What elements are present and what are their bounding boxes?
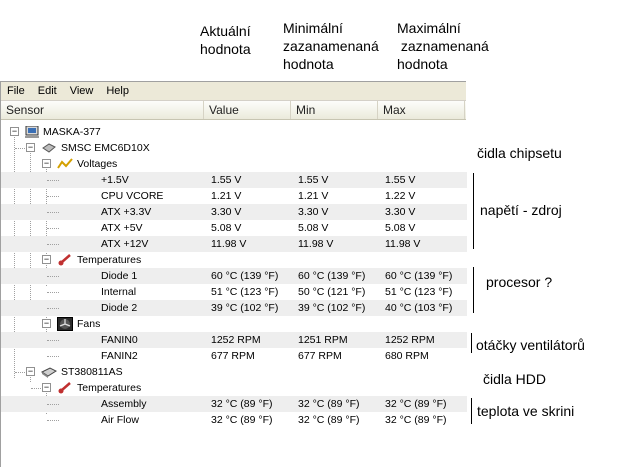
tree-node-fans[interactable] [1,316,467,332]
sensor-min: 50 °C (121 °F) [298,286,366,298]
sensor-min: 1251 RPM [298,334,348,346]
sensor-name: FANIN0 [101,334,138,346]
sensor-name: Assembly [101,398,147,410]
tree-label-chip: SMSC EMC6D10X [61,142,150,154]
sensor-max: 11.98 V [385,238,421,250]
table-row[interactable] [1,172,467,188]
tree-guide [47,196,59,197]
sensor-max: 3.30 V [385,206,416,218]
sensor-name: ATX +12V [101,238,149,250]
bracket-cpu [470,267,474,313]
tree-guide [47,340,59,341]
sensor-name: CPU VCORE [101,190,164,202]
sensor-name: FANIN2 [101,350,138,362]
tree-node-root[interactable] [1,124,467,140]
sensor-name: ATX +5V [101,222,143,234]
table-row[interactable] [1,396,467,412]
sensor-max: 1.22 V [385,190,416,202]
sensor-name: Diode 2 [101,302,138,314]
collapse-icon[interactable]: − [43,382,50,392]
sensor-min: 1.55 V [298,174,329,186]
table-row[interactable] [1,348,467,364]
sensor-min: 32 °C (89 °F) [298,398,360,410]
tree-label-fans: Fans [77,318,101,330]
sensor-value: 39 °C (102 °F) [211,302,279,314]
sensor-name: ATX +3.3V [101,206,152,218]
thermometer-icon [57,382,73,394]
sensor-value: 1252 RPM [211,334,261,346]
column-header-max[interactable]: Max [378,101,465,119]
tree-label-temperatures: Temperatures [77,254,142,266]
tree-guide [47,420,59,421]
sensor-min: 1.21 V [298,190,329,202]
table-row[interactable] [1,284,467,300]
tree-label-hdd: ST380811AS [61,366,123,378]
annotation-case-temp: teplota ve skrini [477,403,575,419]
collapse-icon[interactable]: − [27,366,34,376]
table-row[interactable] [1,332,467,348]
menu-bar [1,82,466,101]
sensor-name: Air Flow [101,414,139,426]
table-row[interactable] [1,412,467,428]
table-row[interactable] [1,268,467,284]
sensor-value: 60 °C (139 °F) [211,270,279,282]
sensor-value: 32 °C (89 °F) [211,398,273,410]
sensor-max: 32 °C (89 °F) [385,414,447,426]
annotation-hdd: čidla HDD [483,371,547,387]
chip-icon [41,142,57,154]
tree-guide [47,244,59,245]
tree-guide [47,212,59,213]
sensor-value: 3.30 V [211,206,242,218]
sensor-max: 40 °C (103 °F) [385,302,453,314]
table-row[interactable] [1,188,467,204]
tree-guide [47,276,59,277]
sensor-value: 1.21 V [211,190,242,202]
sensor-value: 1.55 V [211,174,242,186]
sensor-min: 32 °C (89 °F) [298,414,360,426]
menu-file[interactable]: File [7,85,25,97]
annotation-voltage: napětí - zdroj [480,202,562,218]
tree-label-voltages: Voltages [77,158,118,170]
sensor-name: Diode 1 [101,270,138,282]
thermometer-icon [57,254,73,266]
sensor-min: 11.98 V [298,238,334,250]
sensor-max: 5.08 V [385,222,416,234]
collapse-icon[interactable]: − [43,158,50,168]
collapse-icon[interactable]: − [27,142,34,152]
hardware-monitor-window [0,81,466,467]
annotation-fans: otáčky ventilátorů [476,337,585,353]
annotation-cpu: procesor ? [486,274,553,290]
table-row[interactable] [1,220,467,236]
annotation-min-column: Minimální zazanamenaná hodnota [283,20,379,72]
sensor-min: 39 °C (102 °F) [298,302,366,314]
table-row[interactable] [1,236,467,252]
column-header [1,101,466,120]
annotation-max-column: Maximální zaznamenaná hodnota [397,20,489,72]
sensor-name: +1.5V [101,174,129,186]
tree-guide [47,180,59,181]
annotation-value-column: Aktuální hodnota [200,23,251,57]
hard-drive-icon [41,366,57,378]
sensor-value: 5.08 V [211,222,242,234]
sensor-max: 1252 RPM [385,334,435,346]
menu-edit[interactable]: Edit [37,85,57,97]
table-row[interactable] [1,300,467,316]
tree-node-temperatures[interactable] [1,252,467,268]
tree-label-root: MASKA-377 [43,126,101,138]
tree-label-hdd-temperatures: Temperatures [77,382,142,394]
sensor-min: 677 RPM [298,350,342,362]
column-header-sensor[interactable]: Sensor [1,101,204,119]
sensor-value: 51 °C (123 °F) [211,286,279,298]
sensor-max: 32 °C (89 °F) [385,398,447,410]
computer-icon [24,126,40,138]
sensor-max: 60 °C (139 °F) [385,270,453,282]
voltage-icon [57,158,73,170]
annotation-chipset: čidla chipsetu [477,145,562,161]
tree-node-voltages[interactable] [1,156,467,172]
collapse-icon[interactable]: − [11,126,18,136]
collapse-icon[interactable]: − [43,318,50,328]
column-header-min[interactable]: Min [291,101,378,119]
tree-node-hdd-temperatures[interactable] [1,380,467,396]
sensor-min: 3.30 V [298,206,329,218]
tree-guide [47,292,59,293]
sensor-min: 5.08 V [298,222,329,234]
sensor-min: 60 °C (139 °F) [298,270,366,282]
sensor-max: 1.55 V [385,174,416,186]
fan-icon [57,317,73,331]
sensor-value: 677 RPM [211,350,255,362]
tree-guide [47,228,59,229]
tree-guide [47,404,59,405]
sensor-value: 11.98 V [211,238,247,250]
bracket-fans [468,333,472,353]
sensor-value: 32 °C (89 °F) [211,414,273,426]
tree-guide [47,308,59,309]
tree-node-hdd[interactable] [1,364,467,380]
menu-view[interactable]: View [69,85,94,97]
collapse-icon[interactable]: − [43,254,50,264]
bracket-voltage [470,173,474,249]
bracket-case-temp [468,398,472,424]
sensor-max: 51 °C (123 °F) [385,286,453,298]
column-header-value[interactable]: Value [204,101,291,119]
sensor-max: 680 RPM [385,350,429,362]
menu-help[interactable]: Help [106,85,129,97]
sensor-name: Internal [101,286,137,298]
tree-node-chip[interactable] [1,140,467,156]
tree-guide [47,356,59,357]
table-row[interactable] [1,204,467,220]
